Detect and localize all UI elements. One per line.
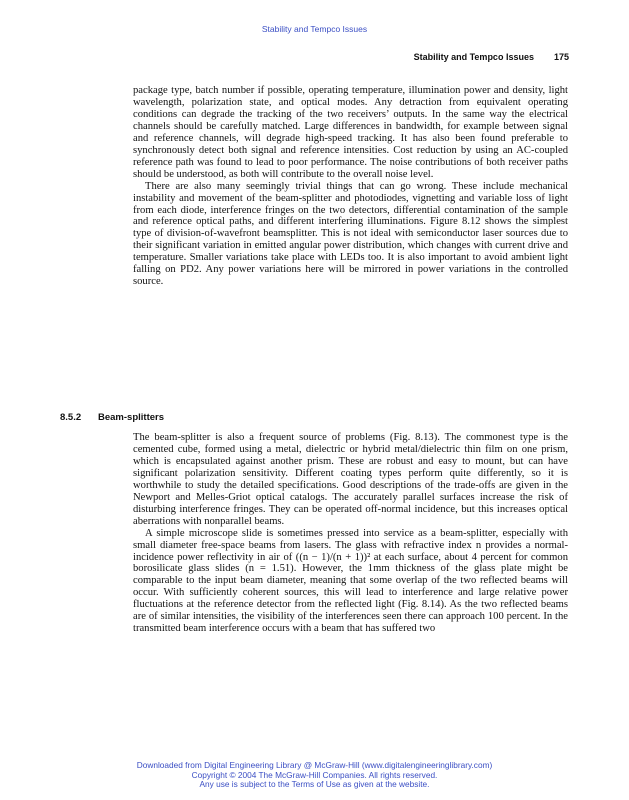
footer-line-download[interactable]: Downloaded from Digital Engineering Library @ McGraw-Hill (www.digitalengineeringlibrary.com): [136, 760, 493, 770]
paragraph: There are also many seemingly trivial things that can go wrong. These include mechanical instability and movement of the beam-splitter and photodiodes, vignetting and variable loss of light from each diode, interference fringes on the two detectors, differential contamination of the sample and reference optical paths, and different interfering illuminations. Figure 8.12 shows the simplest type of division-of-wavefront beamsplitter. This is not ideal with semiconductor laser sources due to their significant variation in emitted angular power distribution, which changes with current drive and temperature. Smaller variations take place with LEDs too. It is also important to avoid ambient light falling on PD2. Any power variations here will be mirrored in power variations in the controlled source.: [133, 180, 568, 288]
section-title: Beam-splitters: [98, 412, 164, 423]
body-text-after-section: [133, 432, 568, 635]
download-footer: [0, 761, 629, 790]
page-number: 175: [553, 52, 569, 62]
body-text-before-section: [133, 85, 568, 288]
running-head-title: Stability and Tempco Issues: [413, 52, 534, 62]
paragraph: The beam-splitter is also a frequent source of problems (Fig. 8.13). The commonest type is the cemented cube, formed using a metal, dielectric or hybrid metal/dielectric thin film on one prism, which is encapsulated against another prism. These are robust and easy to mount, but can have significant polarization sensitivity. Different coating types perform quite differently, so it is worthwhile to study the detailed specifications. Good descriptions of the trade-offs are given in the Newport and Melles-Griot optical catalogs. The accurately parallel surfaces increase the risk of disturbing interference fringes. They can be operated off-normal incidence, but this increases optical aberrations with nonparallel beams.: [133, 432, 568, 527]
footer-line-terms[interactable]: Any use is subject to the Terms of Use as given at the website.: [199, 779, 430, 790]
section-heading: [60, 412, 164, 423]
footer-line-copyright: Copyright © 2004 The McGraw-Hill Companies. All rights reserved.: [191, 769, 438, 780]
section-number: 8.5.2: [60, 412, 82, 423]
top-banner: Stability and Tempco Issues: [261, 24, 368, 34]
paragraph: A simple microscope slide is sometimes pressed into service as a beam-splitter, especially with small diameter free-space beams from lasers. The glass with refractive index n provides a normal-incidence power reflectivity in air of ((n − 1)/(n + 1))² at each surface, about 4 percent for common borosilicate glass slides (n = 1.51). However, the 1mm thickness of the glass plate might be comparable to the input beam diameter, meaning that some overlap of the two reflected beams will occur. With sufficiently coherent sources, this will lead to interference and large relative power fluctuations at the reference detector from the reflected light (Fig. 8.14). As the two reflected beams are of similar intensities, the visibility of the interferences seen there can approach 100 percent. In the transmitted beam interference occurs with a beam that has suffered two: [133, 527, 568, 635]
running-head: [414, 52, 569, 62]
paragraph: package type, batch number if possible, operating temperature, illumination power and density, light wavelength, polarization state, and optical modes. Any detraction from equivalent operating conditions can degrade the tracking of the two receivers’ outputs. In the same way the electrical channels should be carefully matched. Large differences in bandwidth, for example between signal and reference channels, will degrade high-speed tracking. It has also been found preferable to synchronously detect both signal and reference intensities. Cost reduction by using an AC-coupled reference path was found to lead to poor performance. The noise contributions of both receiver paths should be understood, as both will contribute to the overall noise level.: [133, 85, 568, 180]
